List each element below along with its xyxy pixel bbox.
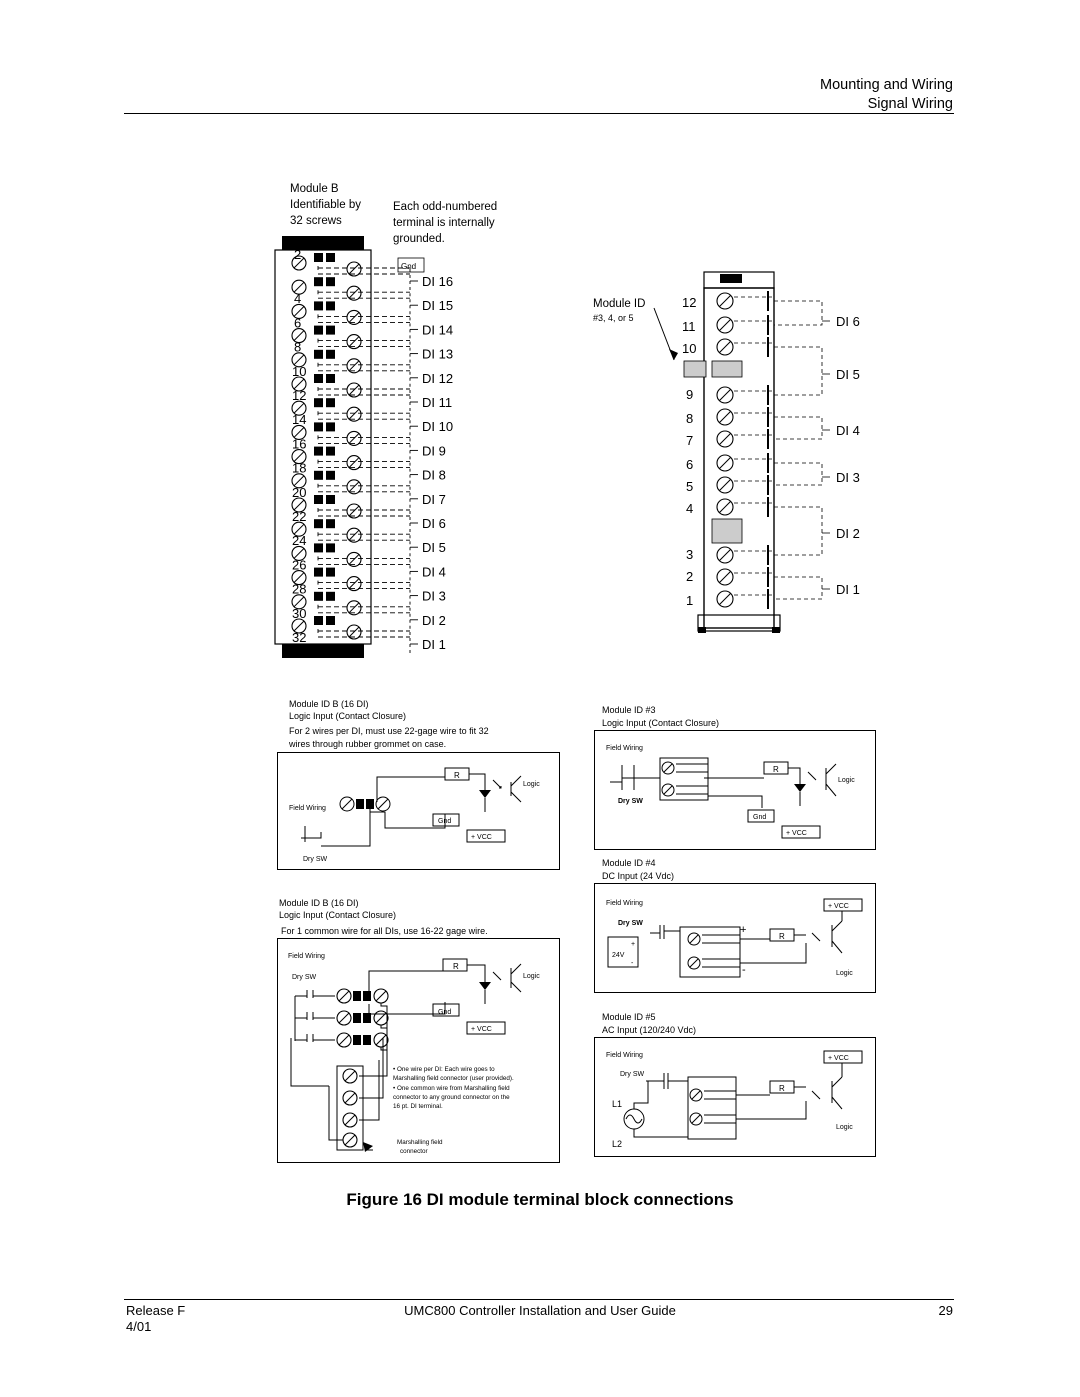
di-label: DI 12 <box>422 370 454 386</box>
svg-text:Logic: Logic <box>838 777 855 784</box>
svg-text:Dry SW: Dry SW <box>303 856 328 863</box>
module-b-note: Each odd-numbered terminal is internally grounded. <box>393 201 498 245</box>
di-label: DI 10 <box>422 419 454 435</box>
di-label: DI 7 <box>422 491 446 507</box>
footer-rule <box>124 1299 954 1300</box>
svg-text:+ VCC: + VCC <box>828 903 849 910</box>
svg-text:Dry SW: Dry SW <box>620 1071 645 1078</box>
svg-text:24V: 24V <box>612 952 625 959</box>
module-b-terminal-block <box>270 230 480 662</box>
release-date: 4/01 <box>126 1319 152 1334</box>
bullet-one-line1: • One wire per DI: Each wire goes to <box>393 1066 495 1073</box>
svg-text:-: - <box>742 964 746 976</box>
di-label: DI 8 <box>422 467 446 483</box>
terminal-number: 26 <box>292 557 307 573</box>
terminal-number: 6 <box>294 315 302 331</box>
panel-4-title: Module ID #4 DC Input (24 Vdc) <box>602 858 675 881</box>
module-id-label: Module ID #3, 4, or 5 <box>593 298 646 323</box>
di-label: DI 11 <box>422 395 453 410</box>
terminal-number: 4 <box>686 501 694 516</box>
svg-text:Field Wiring: Field Wiring <box>288 953 325 960</box>
bottom-clip <box>282 644 364 658</box>
svg-text:Gnd: Gnd <box>438 1009 452 1016</box>
di-label: DI 13 <box>422 346 454 362</box>
bullet-two-line3: 16 pt. DI terminal. <box>393 1103 443 1110</box>
panel-b1-schematic <box>277 938 560 1163</box>
svg-text:R: R <box>779 932 785 941</box>
svg-text:Field Wiring: Field Wiring <box>606 1052 643 1059</box>
terminal-number: 12 <box>682 295 697 310</box>
di-label: DI 1 <box>836 582 860 597</box>
svg-text:connector: connector <box>400 1148 428 1155</box>
section-title <box>820 76 953 114</box>
svg-text:Gnd: Gnd <box>438 818 452 825</box>
svg-text:-: - <box>631 960 634 967</box>
svg-text:Logic: Logic <box>523 781 540 788</box>
terminal-number: 2 <box>294 247 302 262</box>
module-b-title: Module B Identifiable by 32 screws <box>290 183 361 227</box>
svg-text:L1: L1 <box>612 1099 623 1109</box>
svg-text:Dry SW: Dry SW <box>618 798 643 805</box>
di-label: DI 5 <box>422 540 446 556</box>
di-label: DI 3 <box>422 588 446 604</box>
di-label: DI 4 <box>836 423 860 438</box>
terminal-number: 18 <box>292 460 307 476</box>
di-label: DI 9 <box>422 443 446 459</box>
di-label: DI 15 <box>422 298 454 314</box>
svg-text:+ VCC: + VCC <box>828 1055 849 1062</box>
terminal-number: 32 <box>292 630 307 645</box>
footer-title: UMC800 Controller Installation and User Guide <box>404 1303 676 1318</box>
svg-text:+ VCC: + VCC <box>786 830 807 837</box>
page-number: 29 <box>938 1303 953 1318</box>
panel-b1-title: Module ID B (16 DI) Logic Input (Contact Closure) <box>279 898 397 920</box>
panel-b1-note: For 1 common wire for all DIs, use 16-22 gage wire. <box>281 926 488 936</box>
gnd-label: Gnd <box>401 262 417 271</box>
svg-text:+ VCC: + VCC <box>471 1026 492 1033</box>
svg-text:+: + <box>631 941 636 948</box>
panel-5-schematic <box>594 1037 876 1157</box>
svg-text:Field Wiring: Field Wiring <box>606 745 643 752</box>
terminal-number: 2 <box>686 569 694 584</box>
svg-text:Dry SW: Dry SW <box>618 920 643 927</box>
terminal-number: 10 <box>292 363 307 379</box>
release-label: Release F <box>126 1303 186 1318</box>
svg-text:R: R <box>453 962 459 971</box>
panel-b2-schematic <box>277 752 560 870</box>
terminal-number: 28 <box>292 581 307 597</box>
svg-text:R: R <box>454 771 460 780</box>
di-label: DI 6 <box>422 516 446 531</box>
section-subtitle: Signal Wiring <box>867 96 953 112</box>
panel-4-schematic <box>594 883 876 993</box>
terminal-number: 22 <box>292 509 307 524</box>
terminal-number: 24 <box>292 533 307 549</box>
terminal-number: 8 <box>686 411 694 426</box>
header-rule <box>124 113 954 114</box>
terminal-number: 5 <box>686 479 694 494</box>
bullet-two-line1: • One common wire from Marshalling field <box>393 1085 510 1092</box>
di-label: DI 14 <box>422 322 454 338</box>
terminal-number: 30 <box>292 605 307 621</box>
svg-text:R: R <box>779 1084 785 1093</box>
bullet-two-line2: connector to any ground connector on the <box>393 1094 510 1101</box>
panel-3-title: Module ID #3 Logic Input (Contact Closure) <box>602 705 720 728</box>
panel-b2-note: For 2 wires per DI, must use 22-gage wire to fit 32 wires through rubber grommet on case. <box>289 726 489 749</box>
di-label: DI 2 <box>836 526 860 541</box>
bullet-one-line2: Marshalling field connector (user provided). <box>393 1075 514 1082</box>
terminal-number: 7 <box>686 433 694 448</box>
figure-caption: Figure 16 DI module terminal block connections <box>346 1190 734 1209</box>
terminal-number: 20 <box>292 484 307 500</box>
svg-text:Gnd: Gnd <box>753 814 767 821</box>
terminal-number: 8 <box>294 339 302 355</box>
svg-text:Dry SW: Dry SW <box>292 974 317 981</box>
module-small-terminal-block <box>640 265 880 640</box>
svg-text:Logic: Logic <box>836 970 853 977</box>
di-label: DI 4 <box>422 564 446 580</box>
di-label: DI 2 <box>422 612 446 628</box>
terminal-number: 9 <box>686 387 694 402</box>
svg-text:+: + <box>740 924 747 936</box>
svg-text:R: R <box>773 765 779 774</box>
terminal-number: 4 <box>294 291 302 307</box>
terminal-number: 3 <box>686 547 694 562</box>
terminal-number: 6 <box>686 457 694 472</box>
svg-text:Marshalling field: Marshalling field <box>397 1139 443 1146</box>
terminal-number: 1 <box>686 593 694 608</box>
panel-b2-title: Module ID B (16 DI) Logic Input (Contact Closure) <box>289 699 407 721</box>
chapter-title: Mounting and Wiring <box>820 77 953 93</box>
panel-3-schematic <box>594 730 876 850</box>
di-label: DI 3 <box>836 470 860 485</box>
svg-text:Logic: Logic <box>836 1124 853 1131</box>
svg-text:Field Wiring: Field Wiring <box>606 900 643 907</box>
terminal-number: 11 <box>682 319 696 334</box>
di-label: DI 5 <box>836 367 860 382</box>
svg-text:L2: L2 <box>612 1139 623 1149</box>
svg-text:Field Wiring: Field Wiring <box>289 805 326 812</box>
terminal-number: 16 <box>292 436 307 452</box>
di-label: DI 16 <box>422 274 454 289</box>
svg-text:+ VCC: + VCC <box>471 834 492 841</box>
di-label: DI 1 <box>422 637 446 652</box>
terminal-number: 10 <box>682 341 697 356</box>
svg-text:Logic: Logic <box>523 973 540 980</box>
di-label: DI 6 <box>836 314 860 329</box>
terminal-number: 14 <box>292 412 307 428</box>
terminal-number: 12 <box>292 388 307 403</box>
panel-5-title: Module ID #5 AC Input (120/240 Vdc) <box>602 1012 697 1035</box>
